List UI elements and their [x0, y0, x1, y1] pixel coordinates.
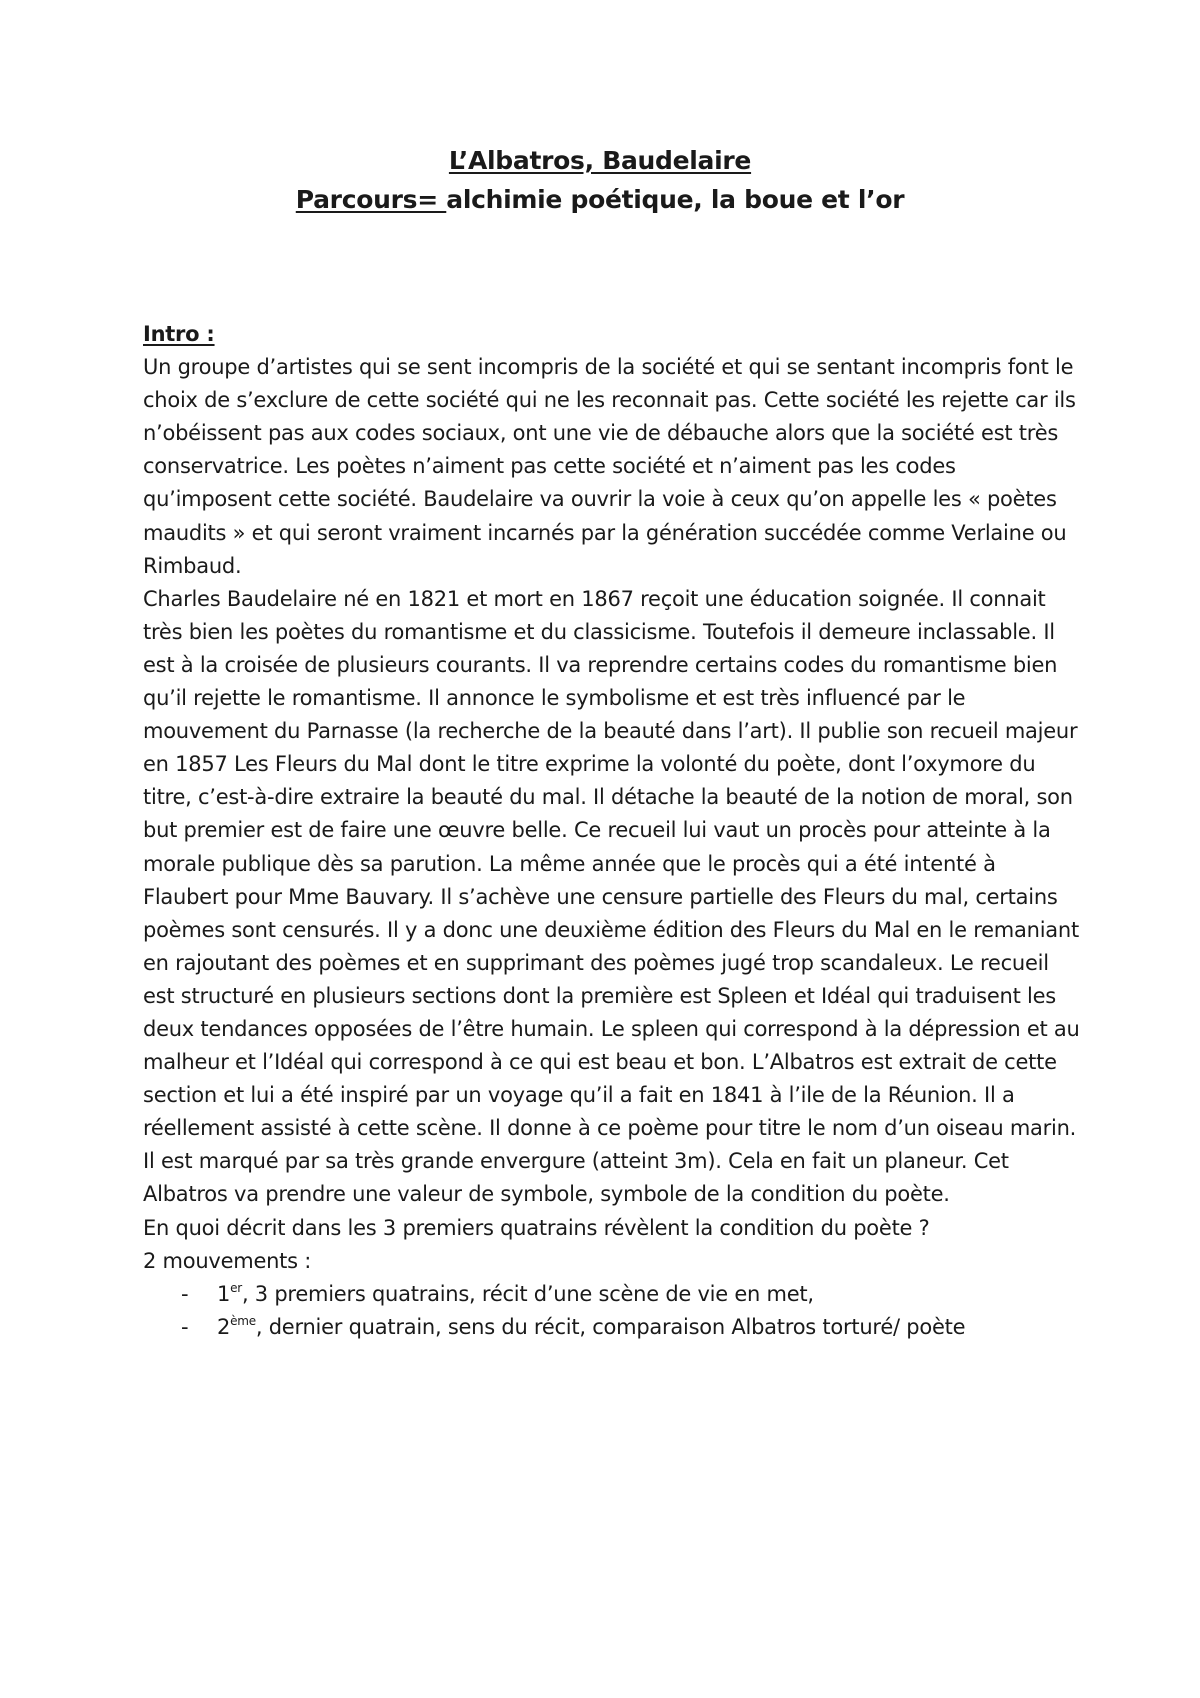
list-dash: -	[181, 1281, 189, 1306]
list-dash: -	[181, 1314, 189, 1339]
movement-text: , dernier quatrain, sens du récit, comparaison Albatros torturé/ poète	[255, 1314, 966, 1339]
ordinal-suffix: er	[230, 1280, 242, 1295]
document-subtitle	[0, 180, 1200, 219]
movements-heading: 2 mouvements :	[143, 1248, 312, 1273]
parcours-label: Parcours=	[295, 185, 447, 214]
intro-heading: Intro :	[143, 322, 215, 346]
document-title: L’Albatros, Baudelaire	[448, 146, 752, 175]
intro-section	[143, 318, 1083, 1344]
movements-list	[143, 1278, 1083, 1344]
problematic-question: En quoi décrit dans les 3 premiers quatrains révèlent la condition du poète ?	[143, 1215, 930, 1240]
list-item	[143, 1278, 1083, 1311]
ordinal-suffix: ème	[230, 1313, 256, 1328]
movement-number: 2	[217, 1314, 231, 1339]
document-header	[0, 141, 1200, 219]
movement-number: 1	[217, 1281, 231, 1306]
intro-paragraph: Un groupe d’artistes qui se sent incompris de la société et qui se sentant incompris font le choix de s’exclure de cette société qui ne les reconnait pas. Cette société les rejette car ils n’obéissent pas aux codes sociaux, ont une vie de débauche alors que la société est très conservatrice. Les poètes n’aiment pas cette société et n’aiment pas les codes qu’imposent cette société. Baudelaire va ouvrir la voie à ceux qu’on appelle les « poètes maudits » et qui seront vraiment incarnés par la génération succédée comme Verlaine ou Rimbaud.	[143, 355, 1076, 578]
movement-text: , 3 premiers quatrains, récit d’une scène de vie en met,	[241, 1281, 814, 1306]
biography-paragraph: Charles Baudelaire né en 1821 et mort en 1867 reçoit une éducation soignée. Il connait très bien les poètes du romantisme et du classicisme. Toutefois il demeure inclassable. Il est à la croisée de plusieurs courants. Il va reprendre certains codes du romantisme bien qu’il rejette le romantisme. Il annonce le symbolisme et est très influencé par le mouvement du Parnasse (la recherche de la beauté dans l’art). Il publie son recueil majeur en 1857 Les Fleurs du Mal dont le titre exprime la volonté du poète, dont l’oxymore du titre, c’est-à-dire extraire la beauté du mal. Il détache la beauté de la notion de moral, son but premier est de faire une œuvre belle. Ce recueil lui vaut un procès pour atteinte à la morale publique dès sa parution. La même année que le procès qui a été intenté à Flaubert pour Mme Bauvary. Il s’achève une censure partielle des Fleurs du mal, certains poèmes sont censurés. Il y a donc une deuxième édition des Fleurs du Mal en le remaniant en rajoutant des poèmes et en supprimant des poèmes jugé trop scandaleux. Le recueil est structuré en plusieurs sections dont la première est Spleen et Idéal qui traduisent les deux tendances opposées de l’être humain. Le spleen qui correspond à la dépression et au malheur et l’Idéal qui correspond à ce qui est beau et bon. L’Albatros est extrait de cette section et lui a été inspiré par un voyage qu’il a fait en 1841 à l’ile de la Réunion. Il a réellement assisté à cette scène. Il donne à ce poème pour titre le nom d’un oiseau marin. Il est marqué par sa très grande envergure (atteint 3m). Cela en fait un planeur. Cet Albatros va prendre une valeur de symbole, symbole de la condition du poète.	[143, 586, 1080, 1207]
list-item	[143, 1311, 1083, 1344]
parcours-text: alchimie poétique, la boue et l’or	[446, 185, 905, 214]
